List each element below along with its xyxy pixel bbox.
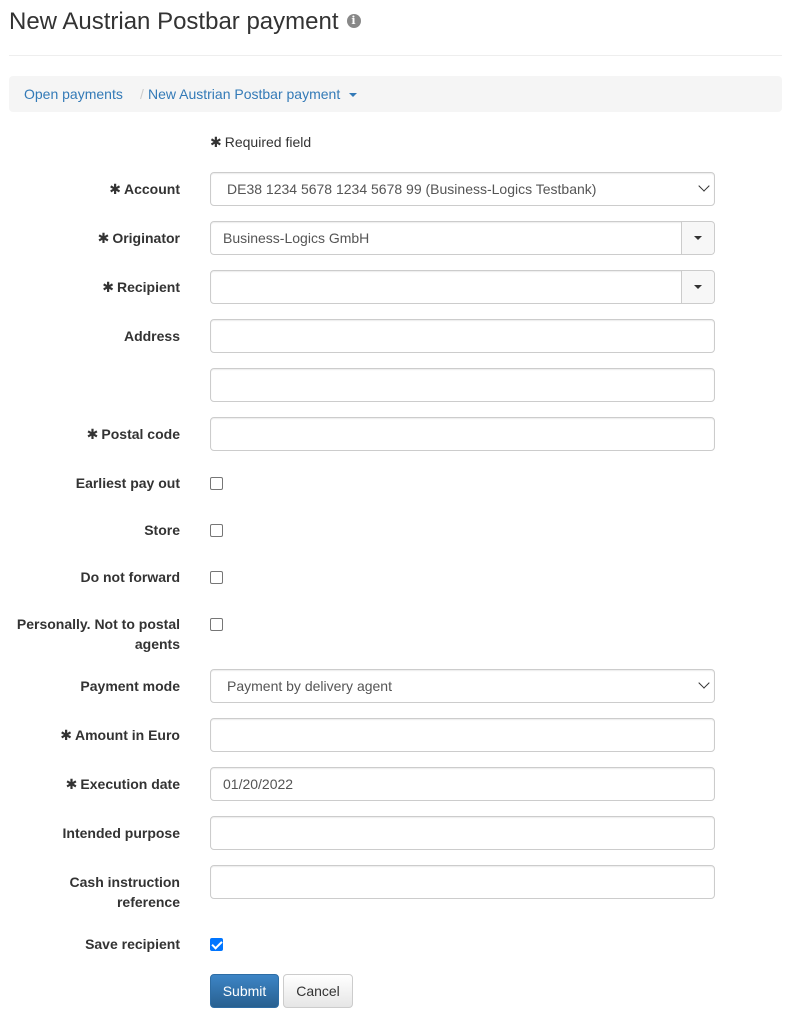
required-field-hint bbox=[210, 133, 311, 151]
originator-label bbox=[4, 228, 180, 248]
submit-button[interactable]: Submit bbox=[210, 974, 279, 1008]
breadcrumb-open-payments[interactable]: Open payments bbox=[24, 86, 123, 102]
required-star-icon: ✱ bbox=[97, 230, 110, 246]
address-label: Address bbox=[123, 328, 180, 344]
postal-code-label bbox=[4, 424, 180, 444]
save-recipient-label: Save recipient bbox=[85, 936, 180, 952]
cancel-button[interactable]: Cancel bbox=[283, 974, 353, 1008]
page-title-text: New Austrian Postbar payment bbox=[9, 8, 339, 35]
save-recipient-checkbox[interactable] bbox=[210, 938, 223, 951]
originator-dropdown-button[interactable] bbox=[681, 222, 714, 254]
chevron-down-icon bbox=[698, 180, 709, 191]
breadcrumb-separator: / bbox=[140, 86, 144, 102]
required-field-text: Required field bbox=[224, 134, 312, 150]
originator-label-text: Originator bbox=[112, 230, 180, 246]
cash-instruction-input[interactable] bbox=[210, 865, 715, 899]
cash-instruction-label-line1: Cash instruction bbox=[69, 874, 180, 890]
breadcrumb-current-label: New Austrian Postbar payment bbox=[148, 86, 341, 102]
amount-label bbox=[4, 725, 180, 745]
payment-mode-value: Payment by delivery agent bbox=[227, 678, 392, 694]
recipient-combobox[interactable] bbox=[210, 270, 715, 304]
execution-date-input[interactable]: 01/20/2022 bbox=[210, 767, 715, 801]
recipient-dropdown-button[interactable] bbox=[681, 271, 714, 303]
store-checkbox[interactable] bbox=[210, 524, 223, 537]
account-label bbox=[4, 179, 180, 199]
originator-combobox[interactable] bbox=[210, 221, 715, 255]
recipient-label-text: Recipient bbox=[116, 279, 180, 295]
breadcrumb bbox=[9, 76, 782, 112]
page-header bbox=[9, 0, 782, 56]
postal-code-label-text: Postal code bbox=[101, 426, 180, 442]
payment-mode-label: Payment mode bbox=[80, 678, 180, 694]
personally-label bbox=[4, 614, 180, 654]
caret-down-icon bbox=[349, 93, 357, 97]
caret-down-icon bbox=[694, 285, 702, 289]
execution-date-label bbox=[4, 774, 180, 794]
originator-value: Business-Logics GmbH bbox=[223, 230, 370, 246]
payment-mode-select[interactable] bbox=[210, 669, 715, 703]
required-star-icon: ✱ bbox=[60, 727, 72, 743]
earliest-pay-out-checkbox[interactable] bbox=[210, 477, 223, 490]
do-not-forward-checkbox[interactable] bbox=[210, 571, 223, 584]
account-label-text: Account bbox=[124, 181, 180, 197]
required-star-icon: ✱ bbox=[65, 776, 78, 792]
intended-purpose-input[interactable] bbox=[210, 816, 715, 850]
do-not-forward-label: Do not forward bbox=[80, 569, 180, 585]
account-select[interactable] bbox=[210, 172, 715, 206]
account-select-value: DE38 1234 5678 1234 5678 99 (Business-Logics Testbank) bbox=[227, 181, 597, 197]
page-title bbox=[9, 8, 361, 36]
address-line2-input[interactable] bbox=[210, 368, 715, 402]
required-star-icon: ✱ bbox=[86, 426, 99, 442]
breadcrumb-current-dropdown[interactable] bbox=[148, 76, 357, 112]
postal-code-input[interactable] bbox=[210, 417, 715, 451]
caret-down-icon bbox=[694, 236, 702, 240]
cash-instruction-label bbox=[4, 872, 180, 912]
chevron-down-icon bbox=[698, 677, 709, 688]
recipient-label bbox=[4, 277, 180, 297]
personally-label-line1: Personally. Not to postal bbox=[16, 616, 180, 632]
personally-label-line2: agents bbox=[134, 636, 180, 652]
execution-date-label-text: Execution date bbox=[80, 776, 180, 792]
amount-label-text: Amount in Euro bbox=[75, 727, 180, 743]
required-star-icon: ✱ bbox=[109, 181, 121, 197]
cash-instruction-label-line2: reference bbox=[116, 894, 180, 910]
intended-purpose-label: Intended purpose bbox=[62, 825, 180, 841]
required-star-icon: ✱ bbox=[210, 134, 222, 150]
amount-input[interactable] bbox=[210, 718, 715, 752]
info-icon[interactable]: i bbox=[347, 14, 361, 28]
required-star-icon: ✱ bbox=[102, 279, 114, 295]
personally-checkbox[interactable] bbox=[210, 618, 223, 631]
earliest-pay-out-label: Earliest pay out bbox=[75, 475, 180, 491]
address-line1-input[interactable] bbox=[210, 319, 715, 353]
store-label: Store bbox=[144, 522, 180, 538]
